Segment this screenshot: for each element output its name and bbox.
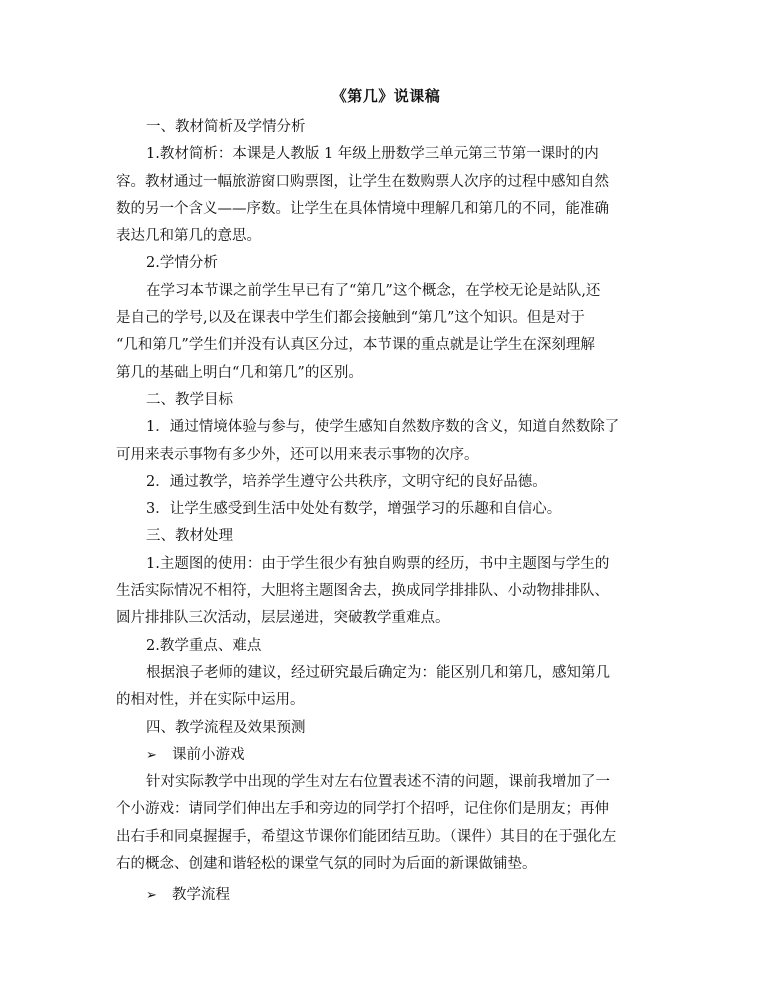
arrow-bullet-icon: ➢	[146, 888, 157, 904]
subheading: 2.学情分析	[146, 255, 218, 272]
section-heading-3: 三、教材处理	[146, 528, 233, 545]
paragraph-line: 2．通过教学，培养学生遵守公共秩序，文明守纪的良好品德。	[146, 473, 547, 490]
section-heading-1: 一、教材简析及学情分析	[146, 119, 306, 135]
paragraph-line: 在学习本节课之前学生早已有了“第几”这个概念，在学校无论是站队,还	[146, 282, 601, 299]
arrow-bullet-icon: ➢	[146, 747, 157, 763]
paragraph-line: 是自己的学号,以及在课表中学生们都会接触到“第几”这个知识。但是对于	[116, 310, 585, 327]
paragraph-line: 右的概念、创建和谐轻松的课堂气氛的同时为后面的新课做铺垫。	[116, 856, 537, 873]
paragraph-line: “几和第几”学生们并没有认真区分过，本节课的重点就是让学生在深刻理解	[116, 337, 595, 354]
subheading: 2.教学重点、难点	[146, 637, 262, 654]
paragraph-line: 3．让学生感受到生活中处处有数学，增强学习的乐趣和自信心。	[146, 501, 562, 518]
paragraph-line: 根据浪子老师的建议，经过研究最后确定为：能区别几和第几，感知第几	[146, 664, 610, 681]
paragraph-line: 容。教材通过一幅旅游窗口购票图，让学生在数购票人次序的过程中感知自然	[116, 173, 609, 190]
bullet-item	[116, 742, 656, 769]
bullet-item	[116, 882, 656, 909]
paragraph-line: 可用来表示事物有多少外，还可以用来表示事物的次序。	[116, 446, 479, 463]
paragraph-line: 圆片排排队三次活动，层层递进，突破教学重难点。	[116, 610, 450, 627]
paragraph-line: 生活实际情况不相符，大胆将主题图舍去，换成同学排排队、小动物排排队、	[116, 583, 609, 600]
paragraph-line: 针对实际教学中出现的学生对左右位置表述不清的问题，课前我增加了一	[146, 774, 610, 791]
section-heading-2: 二、教学目标	[146, 391, 233, 408]
document-page	[116, 84, 656, 910]
paragraph-line: 第几的基础上明白“几和第几”的区别。	[116, 364, 363, 381]
paragraph-line: 1.主题图的使用：由于学生很少有独自购票的经历，书中主题图与学生的	[146, 555, 610, 572]
paragraph-line: 1．通过情境体验与参与，使学生感知自然数序数的含义，知道自然数除了	[146, 419, 620, 436]
paragraph-line: 1.教材简析：本课是人教版 1 年级上册数学三单元第三节第一课时的内	[146, 146, 599, 163]
bullet-label: 课前小游戏	[172, 746, 245, 763]
paragraph-line: 出右手和同桌握握手，希望这节课你们能团结互助。（课件）其目的在于强化左	[116, 828, 617, 845]
paragraph-line: 数的另一个含义——序数。让学生在具体情境中理解几和第几的不同，能准确	[116, 200, 609, 217]
paragraph-line: 的相对性，并在实际中运用。	[116, 692, 305, 709]
bullet-label: 教学流程	[172, 887, 230, 904]
document-title: 《第几》说课稿	[331, 87, 441, 105]
paragraph-line: 个小游戏：请同学们伸出左手和旁边的同学打个招呼，记住你们是朋友；再伸	[116, 801, 609, 818]
paragraph-line: 表达几和第几的意思。	[116, 228, 261, 245]
section-heading-4: 四、教学流程及效果预测	[146, 719, 306, 736]
